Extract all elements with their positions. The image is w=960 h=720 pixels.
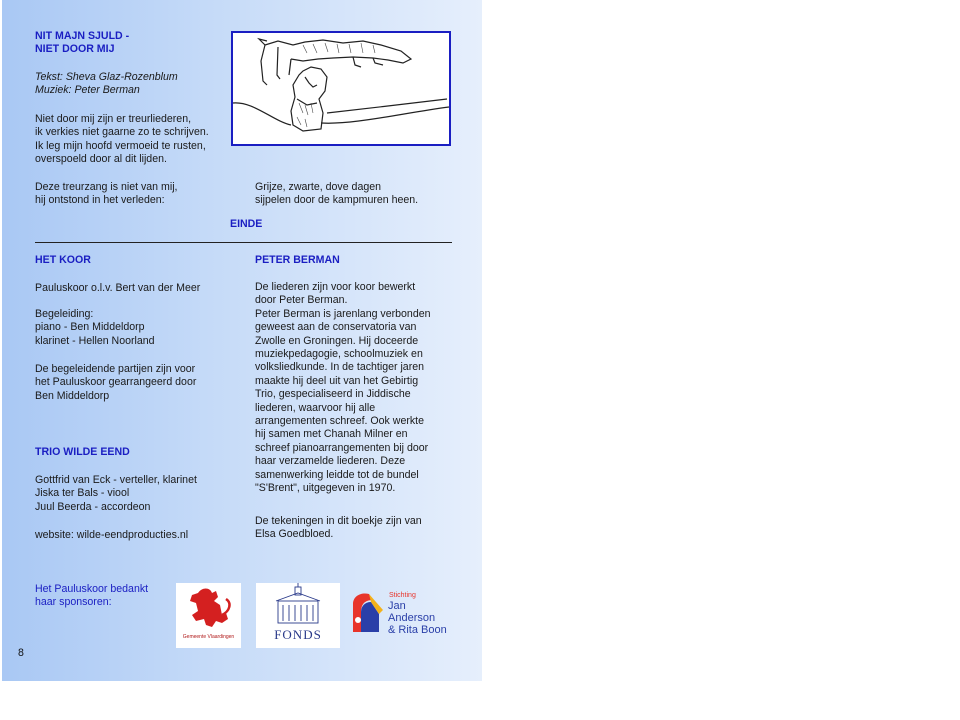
song-verse-1: Niet door mij zijn er treurliederen, ik verkies niet gaarne zo te schrijven. Ik leg mijn hoofd vermoeid te rusten, overspoeld door al dit lijden. bbox=[35, 113, 209, 166]
koor-heading: HET KOOR bbox=[35, 254, 91, 266]
booklet-page bbox=[2, 0, 482, 681]
song-verse-2-right: Grijze, zwarte, dove dagen sijpelen door de kampmuren heen. bbox=[255, 181, 419, 207]
logo3-main-text: Jan Anderson & Rita Boon bbox=[388, 600, 447, 636]
berman-heading: PETER BERMAN bbox=[255, 254, 340, 266]
building-icon bbox=[256, 583, 340, 627]
stichting-emblem-icon bbox=[349, 590, 389, 634]
section-divider bbox=[35, 242, 452, 243]
logo1-caption: Gemeente Vlaardingen bbox=[182, 634, 235, 640]
berman-bio: De liederen zijn voor koor bewerkt door Peter Berman. Peter Berman is jarenlang verbonden geweest aan de conservatoria van Zwolle en Groningen. Hij doceerde muziekpedagogie, schoolmuziek en volksliedkunde. In de tachtiger jaren maakte hij deel uit van het Gebirtig Trio, gespecialiseerd in Jiddische liederen, waarvoor hij alle arrangementen schreef. Ook werkte hij samen met Chanah Milner en schreef pianoarrangementen bij door haar verzamelde liederen. Deze samenwerking leidde tot de bundel "S'Brent", uitgegeven in 1970. bbox=[255, 281, 431, 495]
koor-accompaniment: Begeleiding: piano - Ben Middeldorp klarinet - Hellen Noorland bbox=[35, 308, 155, 347]
song-credits: Tekst: Sheva Glaz-Rozenblum Muziek: Peter Berman bbox=[35, 71, 178, 97]
song-verse-2-left: Deze treurzang is niet van mij, hij ontstond in het verleden: bbox=[35, 181, 178, 207]
trio-members: Gottfrid van Eck - verteller, klarinet Jiska ter Bals - viool Juul Beerda - accordeon bbox=[35, 474, 197, 513]
song-illustration bbox=[231, 31, 451, 146]
sponsor-thanks: Het Pauluskoor bedankt haar sponsoren: bbox=[35, 583, 149, 609]
trio-website: website: wilde-eendproducties.nl bbox=[35, 529, 189, 541]
sponsor-logo-fonds bbox=[256, 583, 340, 648]
sponsor-logo-anderson-boon bbox=[349, 588, 454, 638]
trio-heading: TRIO WILDE EEND bbox=[35, 446, 130, 458]
end-label: EINDE bbox=[230, 218, 263, 230]
koor-conductor: Pauluskoor o.l.v. Bert van der Meer bbox=[35, 282, 201, 294]
sponsor-logo-vlaardingen bbox=[176, 583, 241, 648]
red-lion-icon bbox=[176, 583, 241, 633]
koor-arrangement: De begeleidende partijen zijn voor het Pauluskoor gearrangeerd door Ben Middeldorp bbox=[35, 363, 197, 402]
page-number: 8 bbox=[18, 647, 24, 659]
song-title: NIT MAJN SJULD - NIET DOOR MIJ bbox=[35, 30, 130, 56]
berman-drawings-credit: De tekeningen in dit boekje zijn van Elsa Goedbloed. bbox=[255, 515, 422, 541]
logo2-caption: FONDS bbox=[274, 627, 322, 642]
logo3-small-text: Stichting bbox=[389, 592, 416, 599]
wolf-and-figure-drawing bbox=[233, 33, 449, 144]
